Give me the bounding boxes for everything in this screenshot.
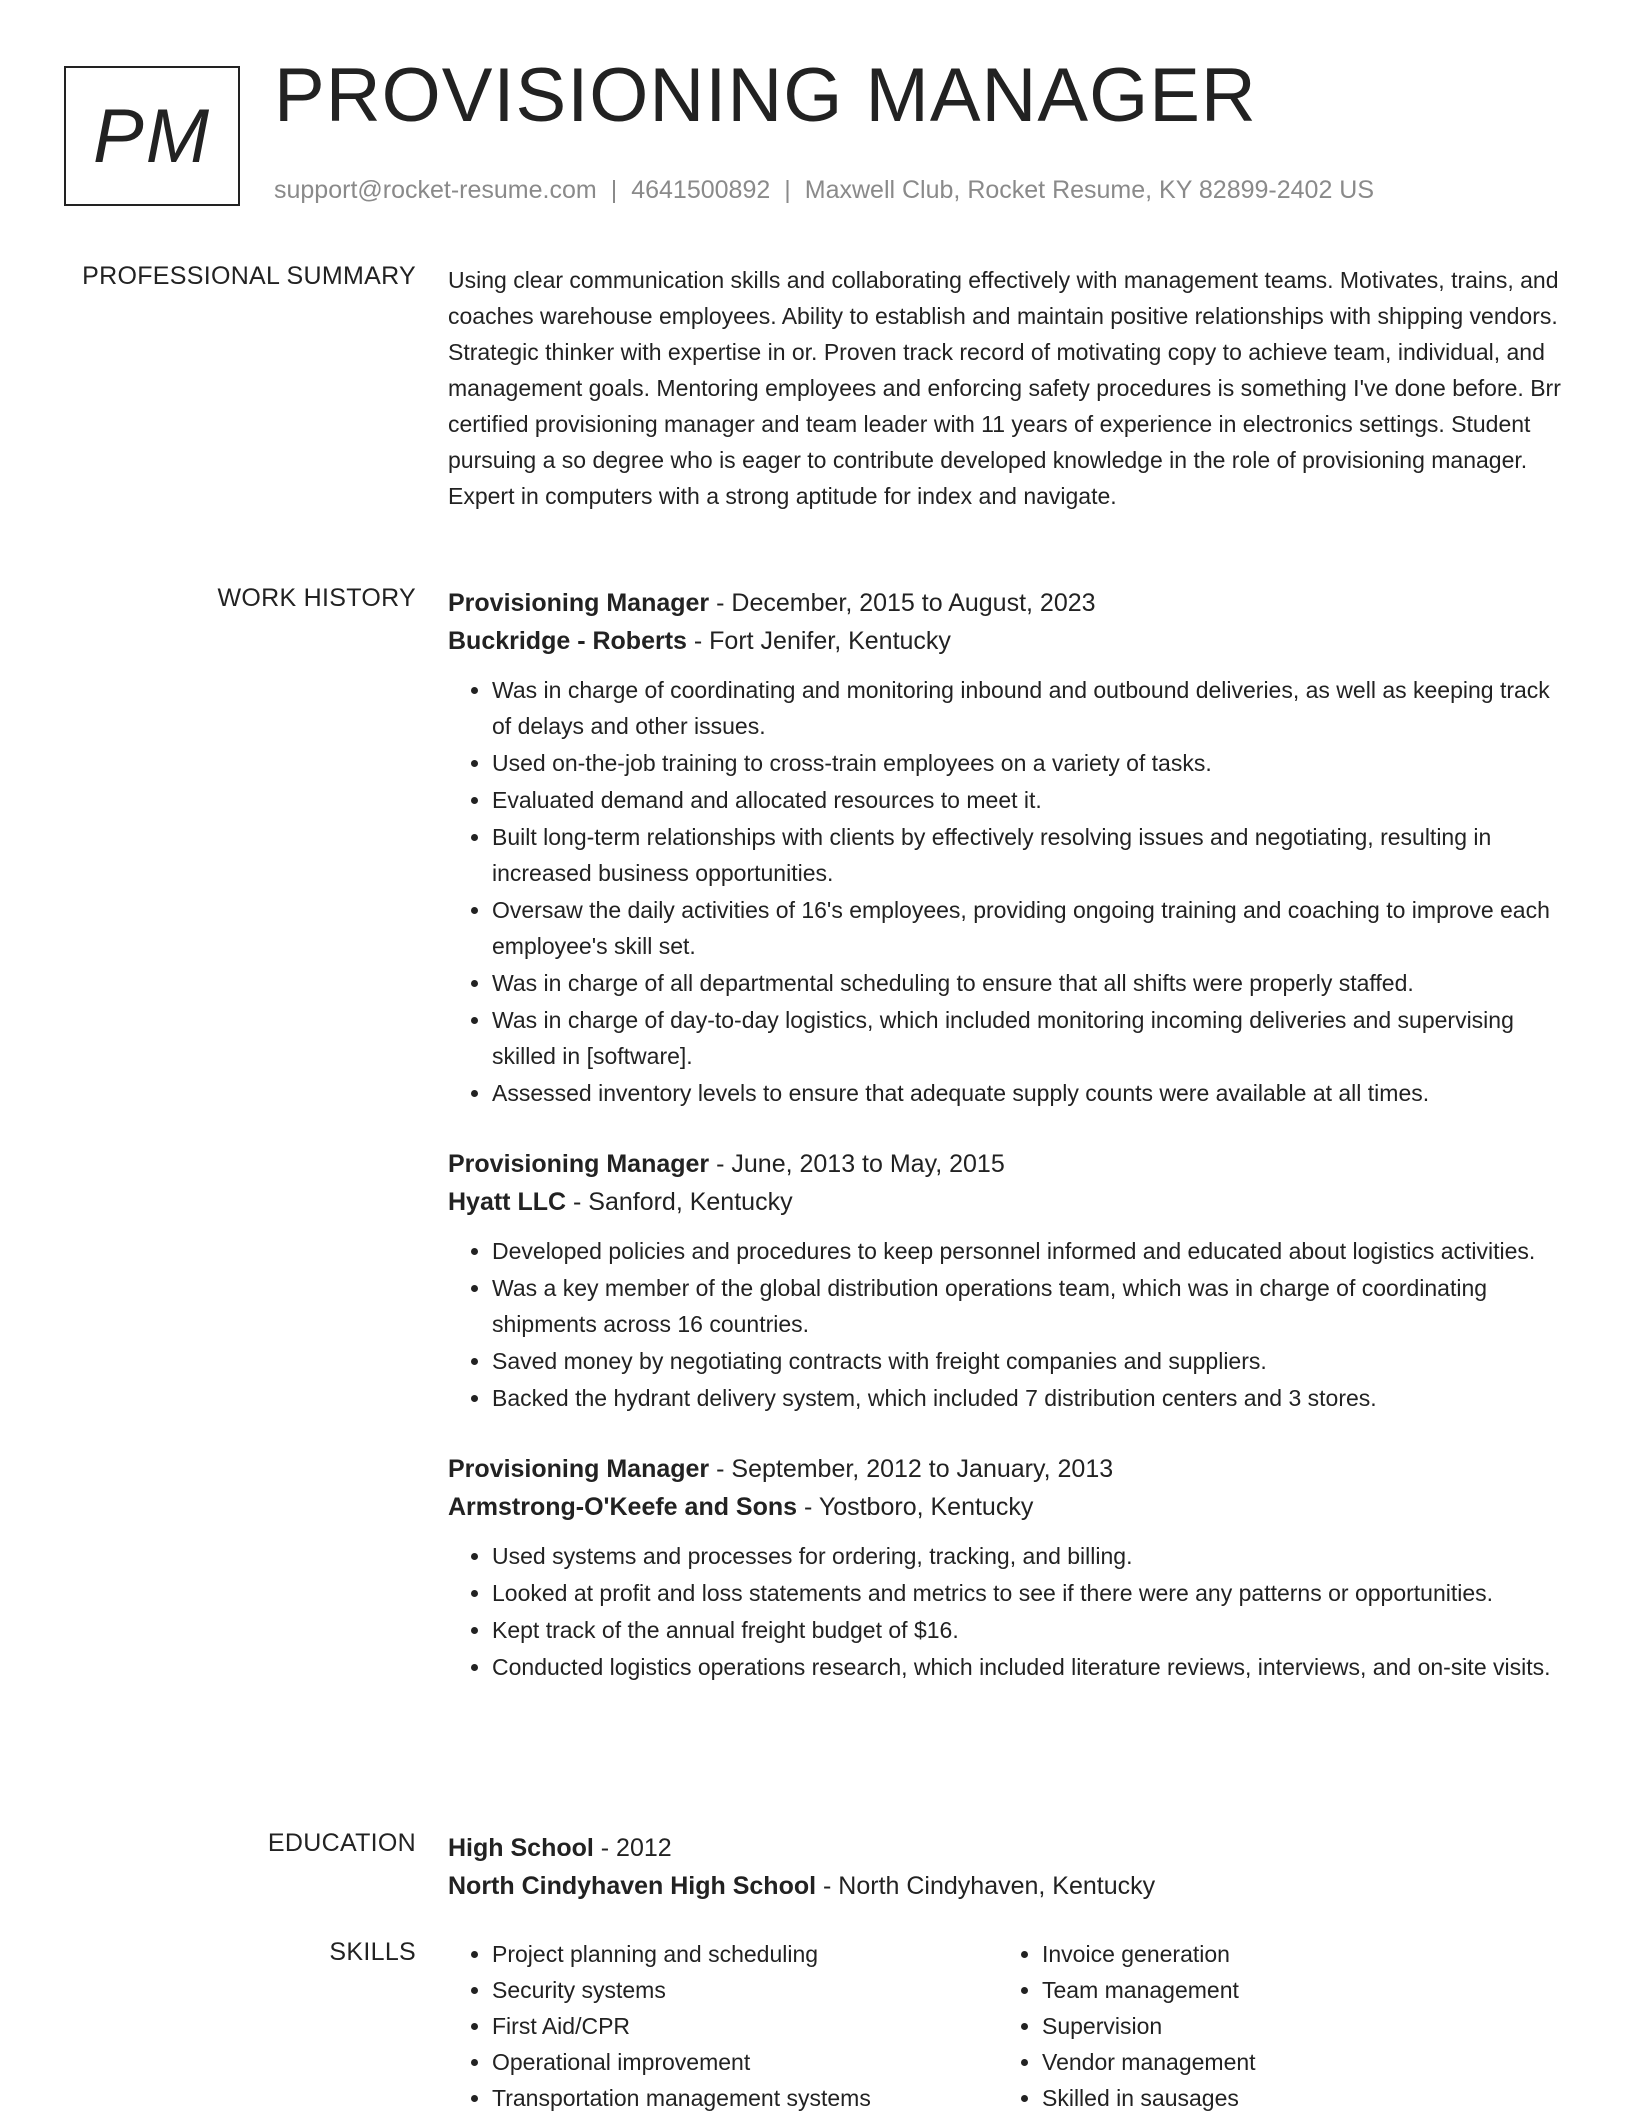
job-role-line xyxy=(448,1450,1570,1488)
job-bullet: • Kept track of the annual freight budget of $16. xyxy=(492,1612,1570,1648)
job-bullets xyxy=(448,1233,1570,1416)
education-school: North Cindyhaven High School xyxy=(448,1872,817,1900)
skill-item: • Security systems xyxy=(492,1972,998,2008)
skill-item: • Vendor management xyxy=(1042,2044,1548,2080)
job-role: Provisioning Manager xyxy=(448,589,710,617)
job-dates: - June, 2013 to May, 2015 xyxy=(709,1150,1005,1178)
job-company-line xyxy=(448,1488,1570,1526)
job-company: Buckridge - Roberts xyxy=(448,627,687,655)
job-bullets xyxy=(448,1538,1570,1685)
skills-columns xyxy=(448,1936,1570,2116)
education-degree: High School xyxy=(448,1834,594,1862)
education-degree-line xyxy=(448,1829,1570,1867)
monogram-box xyxy=(64,66,240,206)
skills-list-left xyxy=(448,1936,998,2116)
skill-item: • Project planning and scheduling xyxy=(492,1936,998,1972)
skill-item: • Invoice generation xyxy=(1042,1936,1548,1972)
job-bullet: • Was in charge of day-to-day logistics, which included monitoring incoming deliveries and supervising skilled in [software]. xyxy=(492,1002,1570,1074)
education-location: - North Cindyhaven, Kentucky xyxy=(816,1872,1156,1900)
section-title-skills: SKILLS xyxy=(329,1938,416,1966)
skill-item: • Supervision xyxy=(1042,2008,1548,2044)
job-location: - Fort Jenifer, Kentucky xyxy=(686,627,951,655)
work-history-list xyxy=(448,584,1570,1719)
job-bullet: • Oversaw the daily activities of 16's employees, providing ongoing training and coaching to improve each employee's skill set. xyxy=(492,892,1570,964)
job-bullet: • Was in charge of all departmental scheduling to ensure that all shifts were properly staffed. xyxy=(492,965,1570,1001)
job-bullet: • Assessed inventory levels to ensure that adequate supply counts were available at all times. xyxy=(492,1075,1570,1111)
skill-item: • First Aid/CPR xyxy=(492,2008,998,2044)
section-title-education: EDUCATION xyxy=(267,1829,416,1857)
education-school-line xyxy=(448,1867,1570,1905)
section-title-work-history: WORK HISTORY xyxy=(217,584,416,612)
job-bullet: • Saved money by negotiating contracts with freight companies and suppliers. xyxy=(492,1343,1570,1379)
job-bullet: • Looked at profit and loss statements and metrics to see if there were any patterns or opportunities. xyxy=(492,1575,1570,1611)
job-dates: - December, 2015 to August, 2023 xyxy=(709,589,1096,617)
job-location: - Yostboro, Kentucky xyxy=(797,1493,1034,1521)
job-bullet: • Was a key member of the global distribution operations team, which was in charge of coordinating shipments across 16 countries. xyxy=(492,1270,1570,1342)
job-bullet: • Used systems and processes for ordering, tracking, and billing. xyxy=(492,1538,1570,1574)
contact-separator: | xyxy=(784,176,791,204)
skill-item: • Skilled in sausages xyxy=(1042,2080,1548,2116)
skills-list-right xyxy=(998,1936,1548,2116)
job-role: Provisioning Manager xyxy=(448,1455,710,1483)
job-company: Armstrong-O'Keefe and Sons xyxy=(448,1493,798,1521)
job-bullet: • Conducted logistics operations research, which included literature reviews, interviews, and on-site visits. xyxy=(492,1649,1570,1685)
skill-item: • Operational improvement xyxy=(492,2044,998,2080)
monogram-initials: PM xyxy=(93,93,211,179)
education-year: - 2012 xyxy=(593,1834,672,1862)
job-entry xyxy=(448,1145,1570,1416)
job-role-line xyxy=(448,584,1570,622)
job-bullets xyxy=(448,672,1570,1111)
contact-address: Maxwell Club, Rocket Resume, KY 82899-2402 US xyxy=(804,176,1375,204)
contact-line xyxy=(274,176,1374,205)
section-title-summary: PROFESSIONAL SUMMARY xyxy=(82,262,416,290)
job-bullet: • Evaluated demand and allocated resources to meet it. xyxy=(492,782,1570,818)
job-role-line xyxy=(448,1145,1570,1183)
job-role: Provisioning Manager xyxy=(448,1150,710,1178)
job-bullet: • Built long-term relationships with clients by effectively resolving issues and negotiating, resulting in increased business opportunities. xyxy=(492,819,1570,891)
skill-item: • Transportation management systems xyxy=(492,2080,998,2116)
contact-phone[interactable]: 4641500892 xyxy=(631,176,771,204)
summary-text: Using clear communication skills and collaborating effectively with management teams. Motivates, trains, and coaches warehouse employees. Ability to establish and maintain positive relationships with shipping vendors. Strategic thinker with expertise in or. Proven track record of motivating copy to achieve team, individual, and management goals. Mentoring employees and enforcing safety procedures is something I've done before. Brr certified provisioning manager and team leader with 11 years of experience in electronics settings. Student pursuing a so degree who is eager to contribute developed knowledge in the role of provisioning manager. Expert in computers with a strong aptitude for index and navigate. xyxy=(448,267,1561,509)
job-company: Hyatt LLC xyxy=(448,1188,567,1216)
contact-separator: | xyxy=(610,176,618,204)
job-company-line xyxy=(448,1183,1570,1221)
job-company-line xyxy=(448,622,1570,660)
job-bullet: • Developed policies and procedures to keep personnel informed and educated about logistics activities. xyxy=(492,1233,1570,1269)
resume-title: PROVISIONING MANAGER xyxy=(274,53,1257,138)
skill-item: • Team management xyxy=(1042,1972,1548,2008)
job-entry xyxy=(448,1450,1570,1685)
job-bullet: • Backed the hydrant delivery system, which included 7 distribution centers and 3 stores. xyxy=(492,1380,1570,1416)
job-dates: - September, 2012 to January, 2013 xyxy=(709,1455,1114,1483)
job-bullet: • Used on-the-job training to cross-train employees on a variety of tasks. xyxy=(492,745,1570,781)
contact-email[interactable]: support@rocket-resume.com xyxy=(274,176,597,204)
job-bullet: • Was in charge of coordinating and monitoring inbound and outbound deliveries, as well as keeping track of delays and other issues. xyxy=(492,672,1570,744)
job-location: - Sanford, Kentucky xyxy=(566,1188,793,1216)
job-entry xyxy=(448,584,1570,1111)
